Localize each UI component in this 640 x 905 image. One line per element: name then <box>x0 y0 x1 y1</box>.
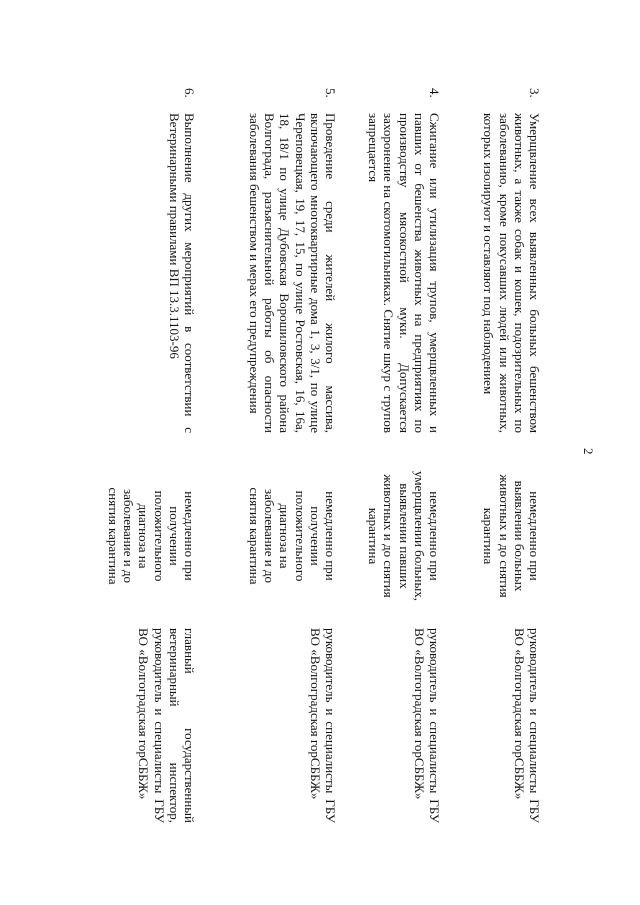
row-term: немедленно при умерщвлении больных, выявлении павших животных и до снятия карантина <box>366 471 442 601</box>
row-measure-text: Сжигание или утилизация трупов, умерщвленных и павших от бешенства животных на предприятиях по производству мясокостной муки. Допускается захоронение на скотомогильниках. Снятие шкур с трупов запрещается <box>366 113 442 433</box>
row-number: 5. <box>323 88 338 98</box>
row-responsible: главный государственный ветеринарный инспектор, руководитель и специалисты ГБУ ВО «Волгоградская горСББЖ» <box>136 628 197 823</box>
row-number: 4. <box>427 88 442 98</box>
row-number: 3. <box>527 88 542 98</box>
row-responsible: руководитель и специалисты ГБУ ВО «Волгоградская горСББЖ» <box>411 628 442 823</box>
row-measure-text: Проведение среди жителей жилого массива, включающего многоквартирные дома 1, 3, 3/1, по улице Череповецкая, 19, 17, 15, по улице Ростовская, 16, 16а, 18, 18/1 по улице Дубовская Ворошиловского района Волгограда, разъяснительной работы об опасности заболевания бешенством и мерах его предупреждения <box>246 113 338 433</box>
row-responsible: руководитель и специалисты ГБУ ВО «Волгоградская горСББЖ» <box>511 628 542 823</box>
row-term: немедленно при выявлении больных животных и до снятия карантина <box>481 474 542 598</box>
row-number: 6. <box>182 88 197 98</box>
page-number: 2 <box>581 448 596 455</box>
row-responsible: руководитель и специалисты ГБУ ВО «Волгоградская горСББЖ» <box>307 628 338 823</box>
row-term: немедленно при получении положительного диагноза на заболевание и до снятия карантина <box>246 487 338 585</box>
row-measure-text: Умерщвление всех выявленных больных бешенством животных, а также собак и кошек, подозрительных по заболеванию, кроме покусавших людей или животных, которых изолируют и оставляют под наблюдением <box>481 113 542 433</box>
row-measure-text: Выполнение других мероприятий в соответствии с Ветеринарными правилами ВП 13.3.1103-96 <box>166 113 197 433</box>
row-term: немедленно при получении положительного диагноза на заболевание и до снятия карантина <box>105 487 197 585</box>
